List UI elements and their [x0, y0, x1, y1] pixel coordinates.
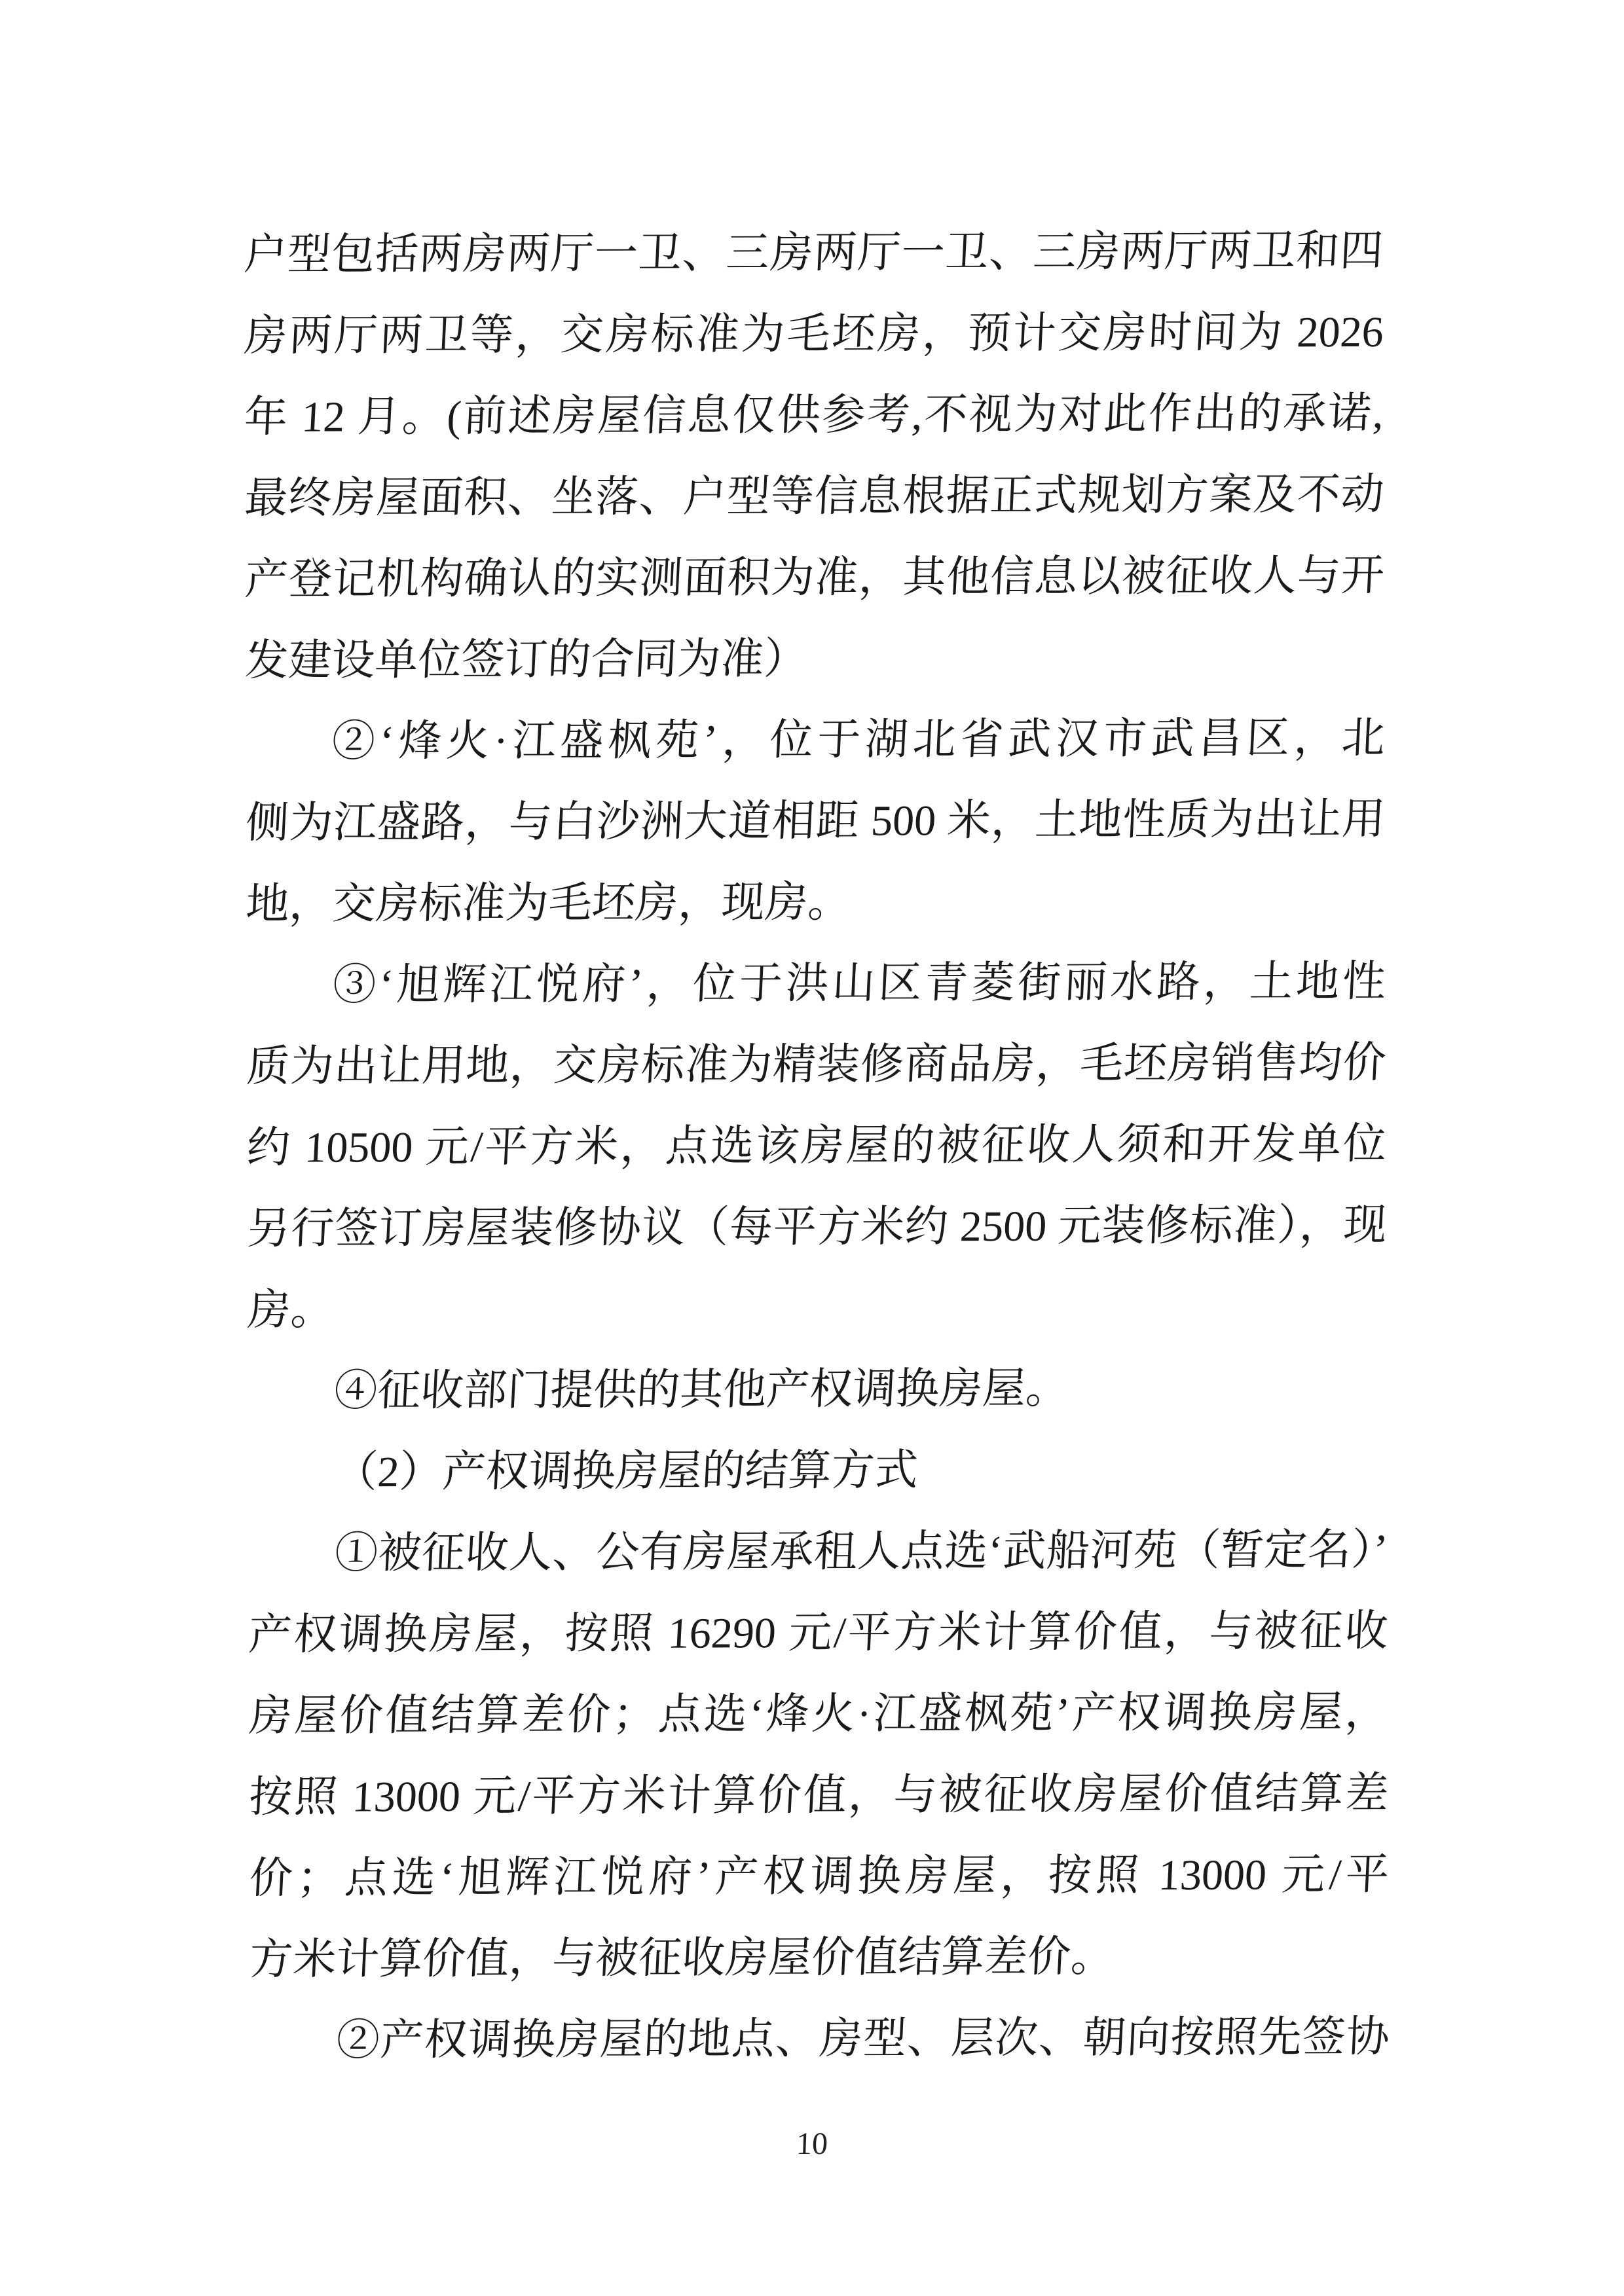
text-line: 发建设单位签订的合同为准） — [244, 634, 809, 685]
text-line: 方米计算价值，与被征收房屋价值结算差价。 — [248, 1933, 1116, 1984]
text-line: ②‘烽火·江盛枫苑’，位于湖北省武汉市武昌区，北 — [331, 714, 1386, 766]
document-text — [244, 211, 1390, 2082]
text-line: 地，交房标准为毛坯房，现房。 — [244, 878, 853, 928]
text-line: ④征收部门提供的其他产权调换房屋。 — [333, 1364, 1071, 1415]
text-line: 户型包括两房两厅一卫、三房两厅一卫、三房两厅两卫和四 — [242, 227, 1385, 280]
text-line: ③‘旭辉江悦府’，位于洪山区青菱街丽水路，土地性 — [331, 957, 1387, 1010]
page-number: 10 — [796, 2126, 828, 2161]
text-line: 年 12 月。(前述房屋信息仅供参考,不视为对此作出的承诺, — [243, 389, 1385, 442]
text-line: 产登记机构确认的实测面积为准，其他信息以被征收人与开 — [244, 551, 1386, 604]
text-line: 房。 — [246, 1286, 335, 1334]
text-line: 房屋价值结算差价；点选‘烽火·江盛枫苑’产权调换房屋， — [248, 1688, 1390, 1740]
text-line: 最终房屋面积、坐落、户型等信息根据正式规划方案及不动 — [243, 470, 1386, 523]
text-line: 按照 13000 元/平方米计算价值，与被征收房屋价值结算差 — [248, 1769, 1390, 1821]
text-line: 产权调换房屋，按照 16290 元/平方米计算价值，与被征收 — [247, 1607, 1390, 1659]
text-line: 价；点选‘旭辉江悦府’产权调换房屋，按照 13000 元/平 — [248, 1850, 1390, 1903]
text-line: 侧为江盛路，与白沙洲大道相距 500 米，土地性质为出让用 — [244, 795, 1387, 848]
text-line: 约 10500 元/平方米，点选该房屋的被征收人须和开发单位 — [246, 1120, 1388, 1172]
text-line: 另行签订房屋装修协议（每平方米约 2500 元装修标准），现 — [246, 1201, 1388, 1253]
text-line: （2）产权调换房屋的结算方式 — [333, 1446, 919, 1497]
text-line: ②产权调换房屋的地点、房型、层次、朝向按照先签协 — [335, 2013, 1391, 2065]
text-line: ①被征收人、公有房屋承租人点选‘武船河苑（暂定名）’ — [333, 1525, 1389, 1578]
text-line: 质为出让用地，交房标准为精装修商品房，毛坯房销售均价 — [245, 1038, 1388, 1091]
text-line: 房两厅两卫等，交房标准为毛坯房，预计交房时间为 2026 — [242, 308, 1385, 361]
